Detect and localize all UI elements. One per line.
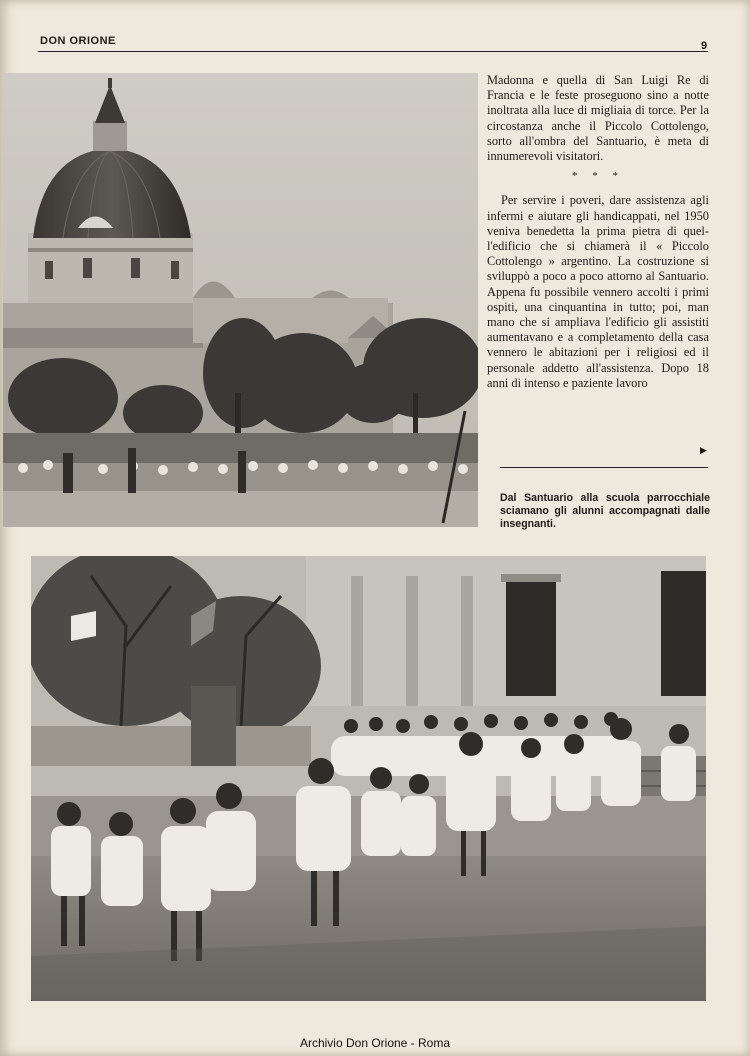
running-header-title: DON ORIONE <box>40 35 116 47</box>
page-number: 9 <box>701 40 708 52</box>
sanctuary-photo <box>3 73 478 527</box>
photo-caption: Dal Santuario alla scuola parrocchiale sciamano gli alunni accompagnati dalle insegnanti. <box>500 492 710 530</box>
procession-photo <box>31 556 706 1001</box>
caption-rule <box>500 467 708 468</box>
continue-arrow-icon: ▶ <box>700 446 707 456</box>
archive-footer: Archivio Don Orione - Roma <box>299 1036 451 1050</box>
section-separator: * * * <box>572 170 624 183</box>
article-column <box>487 73 709 391</box>
article-paragraph-2: Per servire i poveri, dare assistenza agli infermi e aiutare gli handicappati, nel 1950 veniva benedetta la prima pietra di quell'edificio che si chiamerà il « Piccolo Cottolengo » argentino. La costruzione si sviluppò a poco a poco attorno al Santuario. Appena fu possibile vennero accolti i primi ospiti, una cinquantina in tutto; poi, man mano che si ampliava l'edificio gli assistiti aumentavano e a completamento della casa vennero le abitazioni per i religiosi ed il personale addetto all'assistenza. Dopo 18 anni di intenso e paziente lavoro <box>487 193 709 390</box>
article-paragraph-1: Madonna e quella di San Luigi Re di Francia e le feste proseguono sino a notte inoltrata alla luce di migliaia di torce. Per la circostanza anche il Piccolo Cottolengo, sorto all'ombra del Santuario, è meta di innumerevoli visitatori. <box>487 73 709 164</box>
header-rule <box>38 51 708 52</box>
